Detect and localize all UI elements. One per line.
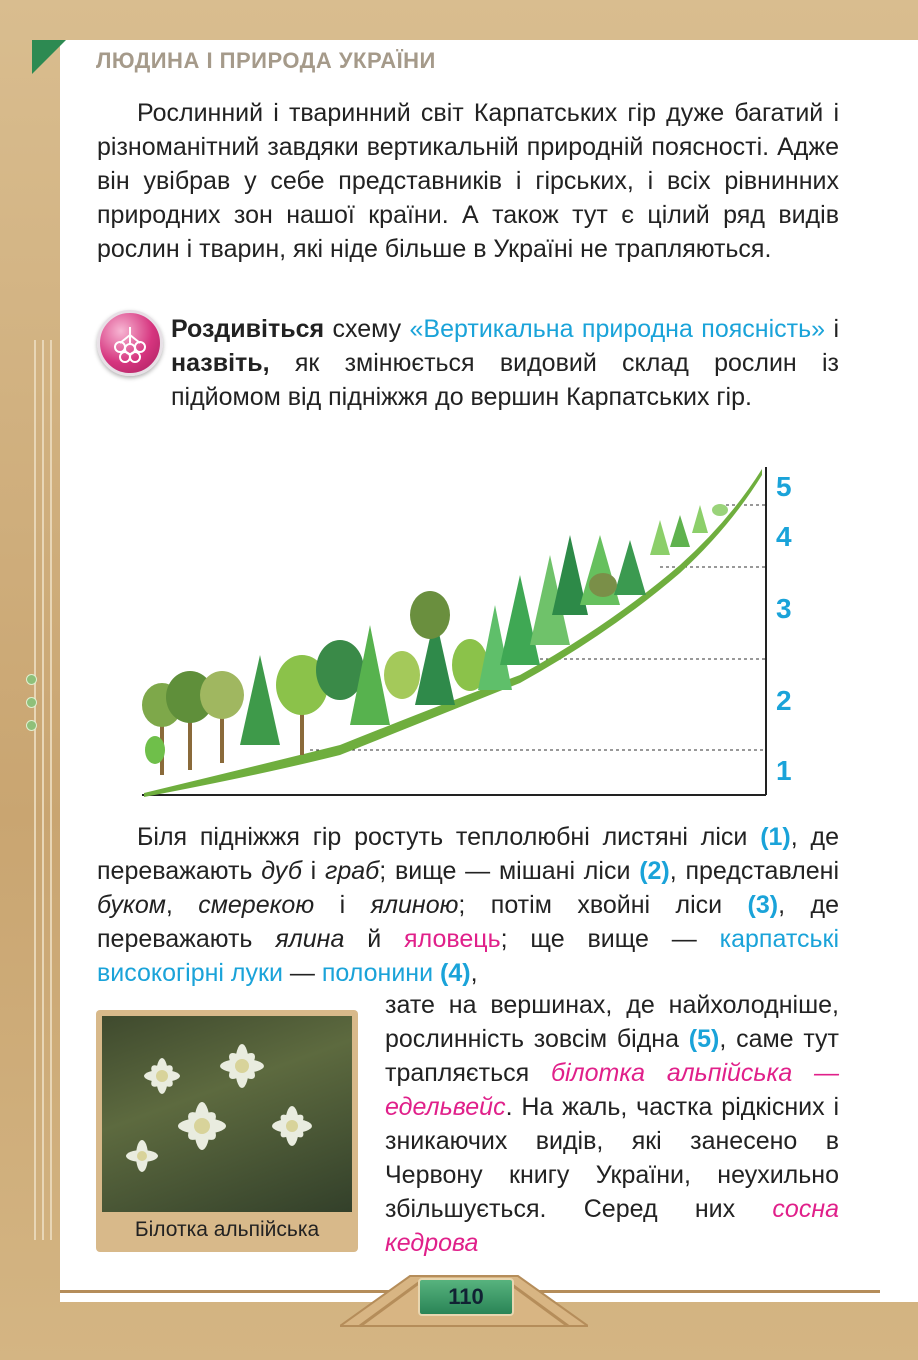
- mountain-slope-illustration: [140, 465, 820, 800]
- body-text: —: [282, 959, 322, 987]
- body-text: , де переважають: [97, 891, 839, 953]
- body-text: ,: [470, 959, 478, 987]
- left-decor-strip: [0, 80, 60, 1280]
- zone-label-1: 1: [776, 755, 792, 786]
- task-verb-1: Роздивіться: [171, 315, 325, 343]
- task-text: і: [825, 315, 840, 343]
- body-text: [433, 959, 440, 987]
- decor-line: [42, 340, 44, 1240]
- edelweiss-photo-card: [96, 1010, 358, 1252]
- highlight-term: білотка альпійська — едельвейс: [385, 1059, 840, 1121]
- body-text: ; ще вище —: [500, 925, 720, 953]
- zone-ref: (5): [688, 1025, 720, 1053]
- diagram-reference: «Вертикальна природна поясність»: [409, 315, 826, 343]
- body-text: Біля підніжжя гір ростуть теплолюбні листяні ліси: [137, 823, 761, 851]
- body-text: ; потім хвойні ліси: [458, 891, 748, 919]
- highlight-term: полонини: [321, 959, 434, 987]
- decor-line: [50, 340, 52, 1240]
- task-verb-2: назвіть,: [171, 349, 270, 377]
- edelweiss-flower-icon: [102, 1016, 352, 1212]
- body-text: . На жаль, частка рідкісних і зникаючих видів, які занесено в Червону книгу України, неухильно збільшується. Серед них: [385, 1093, 839, 1223]
- body-paragraph: [97, 820, 839, 990]
- section-header: ЛЮДИНА І ПРИРОДА УКРАЇНИ: [96, 48, 436, 73]
- intro-paragraph: Рослинний і тваринний світ Карпатських гір дуже багатий і різноманітний завдяки вертикальній природній поясності. Адже він увібрав у себе представників і гірських, і всіх рівнинних природних зон нашої країни. А також тут є цілий ряд видів рослин і тварин, які ніде більше в Україні не трапляються.: [97, 99, 839, 263]
- zone-ref: (2): [639, 857, 670, 885]
- decor-dot: [26, 674, 37, 685]
- zone-label-4: 4: [776, 521, 792, 552]
- vertical-zonation-diagram: [140, 465, 820, 800]
- zone-label-2: 2: [776, 685, 792, 716]
- decor-dot: [26, 697, 37, 708]
- highlight-term: карпатські високогірні луки: [97, 925, 840, 987]
- zone-label-3: 3: [776, 593, 792, 624]
- body-text: , представлені: [669, 857, 840, 885]
- highlight-term: сосна кедрова: [385, 1195, 839, 1257]
- task-text: як змінюється видовий склад рослин із підйомом від підніжжя до вершин Карпатських гір.: [171, 349, 839, 411]
- plant-name: ялина: [275, 925, 345, 953]
- body-text: і: [301, 857, 326, 885]
- zone-ref: (4): [440, 959, 471, 987]
- page-number: 110: [418, 1278, 514, 1316]
- decor-line: [34, 340, 36, 1240]
- plant-name: дуб: [261, 857, 302, 885]
- corner-triangle-icon: [32, 40, 66, 74]
- task-text: схему: [324, 315, 410, 343]
- photo-caption: Білотка альпійська: [134, 1218, 320, 1241]
- body-text: , саме тут трапляється: [385, 1025, 840, 1087]
- body-text: зате на вершинах, де найхолодніше, рослинність зовсім бідна: [385, 991, 839, 1053]
- berries-icon: [100, 313, 160, 373]
- body-text: й: [344, 925, 405, 953]
- task-paragraph: [171, 312, 839, 414]
- body-text: ; вище — мішані ліси: [379, 857, 640, 885]
- highlight-term: яловець: [404, 925, 501, 953]
- body-paragraph-continued: [385, 988, 839, 1260]
- zone-ref: (1): [760, 823, 791, 851]
- edelweiss-photo: [102, 1016, 352, 1212]
- plant-name: граб: [325, 857, 380, 885]
- body-text: , де переважають: [97, 823, 839, 885]
- plant-name: смерекою: [198, 891, 315, 919]
- decor-dot: [26, 720, 37, 731]
- task-icon: [97, 310, 163, 376]
- plant-name: ялиною: [370, 891, 459, 919]
- plant-name: буком: [97, 891, 166, 919]
- body-text: ,: [165, 891, 199, 919]
- body-text: і: [314, 891, 371, 919]
- zone-ref: (3): [747, 891, 779, 919]
- zone-label-5: 5: [776, 471, 792, 502]
